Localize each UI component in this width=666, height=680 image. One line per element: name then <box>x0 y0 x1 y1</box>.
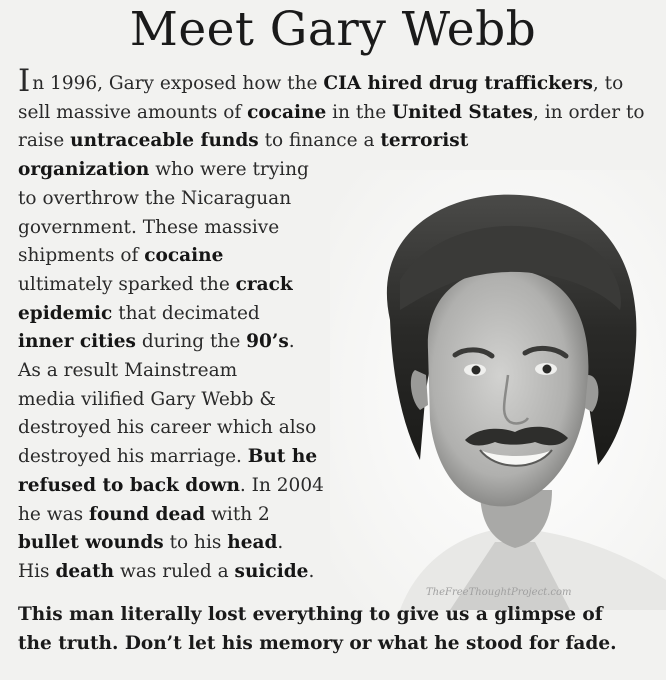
emphasized-text: CIA hired drug traffickers <box>323 73 593 94</box>
emphasized-text: epidemic <box>18 302 113 324</box>
story-line <box>18 386 348 415</box>
text-run: . In 2004 <box>239 474 324 496</box>
emphasized-text: United States <box>392 101 533 123</box>
text-run: destroyed his career which also <box>18 417 317 439</box>
text-run: , to sell massive amounts of <box>18 73 624 123</box>
text-run: government. These massive <box>18 216 280 238</box>
emphasized-text: refused to back down <box>18 474 240 496</box>
text-run: to his <box>163 532 228 554</box>
emphasized-text: terrorist <box>380 130 469 152</box>
text-run: with 2 <box>205 503 270 525</box>
text-run: he was <box>18 503 89 525</box>
text-run: shipments of <box>18 245 145 267</box>
story-line <box>18 214 348 243</box>
watermark: TheFreeThoughtProject.com <box>426 587 572 598</box>
text-run: His <box>18 560 56 582</box>
story-line <box>18 529 348 558</box>
text-run: . <box>288 331 295 353</box>
intro-paragraph <box>18 63 658 156</box>
closing-line: the truth. Don’t let his memory or what he stood for fade. <box>18 632 617 654</box>
text-run: n 1996, Gary exposed how the <box>32 73 324 94</box>
drop-cap: I <box>18 63 31 99</box>
article-body <box>18 63 658 587</box>
text-run: media vilified Gary Webb & <box>18 388 276 410</box>
story-line <box>18 328 348 357</box>
emphasized-text: untraceable funds <box>70 130 259 152</box>
text-run: in the <box>326 101 393 123</box>
text-run: As a result Mainstream <box>18 360 238 382</box>
story-line <box>18 156 348 185</box>
story-line <box>18 357 348 386</box>
text-run: , in order to raise <box>18 101 645 152</box>
closing-statement <box>18 601 658 658</box>
text-run: . <box>277 532 284 554</box>
story-line <box>18 443 348 472</box>
emphasized-text: inner cities <box>18 331 136 353</box>
text-run: . <box>308 560 315 582</box>
story-line <box>18 185 348 214</box>
text-run: that decimated <box>112 302 260 324</box>
emphasized-text: But he <box>247 446 318 468</box>
emphasized-text: bullet wounds <box>18 532 164 554</box>
emphasized-text: 90’s <box>246 331 289 353</box>
text-run: was ruled a <box>114 560 235 582</box>
story-line <box>18 501 348 530</box>
story-column <box>18 156 348 587</box>
emphasized-text: cocaine <box>247 101 327 123</box>
text-run: destroyed his marriage. <box>18 446 248 468</box>
emphasized-text: suicide <box>234 560 309 582</box>
story-line <box>18 242 348 271</box>
emphasized-text: head <box>227 532 278 554</box>
emphasized-text: crack <box>235 273 293 295</box>
text-run: who were trying <box>149 159 309 181</box>
emphasized-text: organization <box>18 159 150 181</box>
text-run: to finance a <box>258 130 381 152</box>
emphasized-text: found dead <box>88 503 206 525</box>
poster-title: Meet Gary Webb <box>129 2 537 57</box>
emphasized-text: death <box>55 560 115 582</box>
story-line <box>18 271 348 300</box>
emphasized-text: cocaine <box>144 245 224 267</box>
text-run: ultimately sparked the <box>18 273 236 295</box>
story-line <box>18 300 348 329</box>
story-line <box>18 472 348 501</box>
text-run: to overthrow the Nicaraguan <box>18 187 292 209</box>
text-run: during the <box>135 331 247 353</box>
story-line <box>18 558 348 587</box>
closing-line: This man literally lost everything to give us a glimpse of <box>18 604 603 625</box>
story-line <box>18 414 348 443</box>
